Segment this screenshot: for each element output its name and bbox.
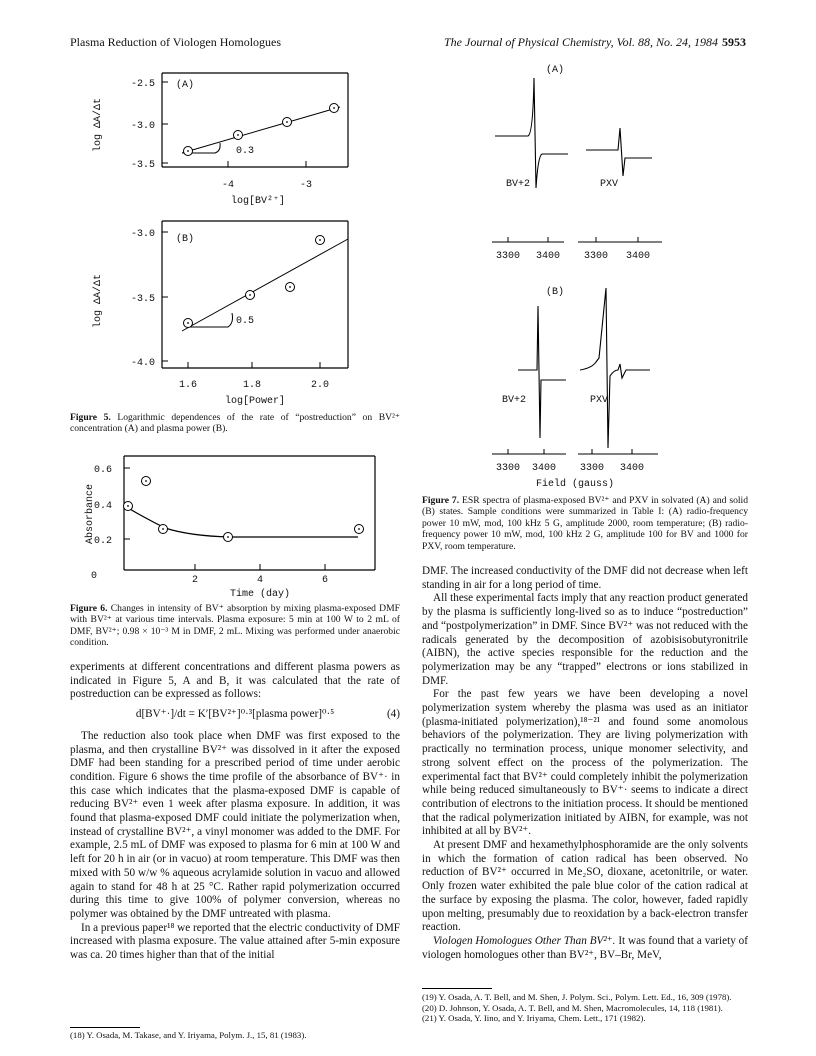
- fig6-ytick: 0.4: [93, 501, 112, 512]
- fig7-bv-label-b: BV+2: [502, 395, 527, 406]
- fig7-field-tick: 3300: [579, 463, 605, 474]
- fig7-xlabel: Field (gauss): [535, 479, 615, 490]
- fig6-xtick: 2: [191, 575, 199, 586]
- caption-text: Logarithmic dependences of the rate of “postreduction” on BV²⁺ concentration (A) and plasma power (B).: [70, 412, 400, 435]
- figure-7: [480, 58, 700, 494]
- panel-a-ytick: -3.0: [130, 121, 155, 132]
- running-header-title: Plasma Reduction of Viologen Homologues: [70, 35, 282, 49]
- fig7-field-tick: 3300: [495, 463, 521, 474]
- fig6-points: [124, 477, 364, 542]
- figure-5-panel-a: [131, 73, 348, 207]
- panel-a-label: (A): [176, 80, 195, 91]
- paragraph: At present DMF and hexamethylphosphoramide are the only solvents in which the formation of cation radical has been observed. No reduction of BV²⁺ occurred in Me₂SO, dioxane, acetonitrile, or water. Only frozen water exhibited the pale blue color of the cation radical at the surface by exposing the plasma. The color, however, faded rapidly upon melting, presumably due to reoxidation by a back-electron transfer reaction.: [422, 839, 748, 934]
- equation-number: (4): [386, 708, 400, 721]
- paragraph: DMF. The increased conductivity of the DMF did not decrease when left standing in air for a long period of time.: [422, 565, 748, 591]
- fig7-bv-label-a: BV+2: [506, 179, 531, 190]
- panel-b-label: (B): [176, 234, 195, 245]
- fig7-pxv-label-a: PXV: [600, 179, 619, 190]
- figure-5-panel-b: [131, 221, 348, 407]
- footnotes-right: [422, 992, 748, 1024]
- panel-a-ytick: -3.5: [130, 160, 155, 171]
- panel-b-ylabel: [92, 274, 104, 328]
- figure-5-caption: [70, 412, 400, 435]
- panel-b-xtick: 1.8: [242, 380, 262, 391]
- panel-b-points: [184, 236, 325, 328]
- caption-label: Figure 6.: [70, 603, 108, 614]
- fig7-panel-b-label: (B): [545, 287, 565, 298]
- fig7-field-tick: 3300: [495, 251, 521, 262]
- panel-b-xtick: 2.0: [310, 380, 330, 391]
- equation-4: [70, 708, 400, 722]
- fig7-panel-a-label: (A): [545, 65, 565, 76]
- paragraph: experiments at different concentrations and different plasma powers as indicated in Figure 5, A and B, it was calculated that the rate of postreduction can be expressed as follows:: [70, 661, 400, 701]
- paragraph-text: It was found that a variety of viologen homologues other than BV²⁺, BV–Br, MeV,: [422, 934, 748, 961]
- fig6-ylabel: [84, 484, 96, 544]
- paragraph: For the past few years we have been developing a novel polymerization system whereby the plasma was used as an initiator (plasma-initiated polymerization),¹⁸⁻²¹ and found some anomolous behaviors of the polymerization. They are living polymerization with practically no termination process, unique monomer selectivity, and strong solvent effect on the process of the polymerization. The experimental fact that BV²⁺ could completely inhibit the polymerization while being reduced simultaneously to BV⁺· seems to indicate a direct contribution of electrons to the initiation process. It should be mentioned that the radical polymerization initiated by AIBN, for example, was not inhibited at all by BV²⁺.: [422, 688, 748, 838]
- footnote: (18) Y. Osada, M. Takase, and Y. Iriyama, Polym. J., 15, 81 (1983).: [70, 1030, 307, 1040]
- panel-a-xlabel: log[BV²⁺]: [230, 196, 286, 207]
- panel-b-ytick: -4.0: [130, 358, 155, 369]
- panel-b-ytick: -3.5: [130, 294, 155, 305]
- panel-b-slope: 0.5: [236, 316, 255, 327]
- esr-spectrum-pxv-b: [580, 288, 650, 448]
- figure-5: [70, 65, 410, 415]
- fig6-ytick: 0.2: [93, 536, 112, 547]
- fig7-field-tick: 3400: [625, 251, 651, 262]
- paragraph: In a previous paper¹⁸ we reported that the electric conductivity of DMF increased with plasma exposure. The value attained after 5-min exposure was ca. 20 times higher than that of the initial: [70, 921, 400, 962]
- figure-6-caption: [70, 603, 400, 649]
- caption-text: Changes in intensity of BV⁺ absorption by mixing plasma-exposed DMF with BV²⁺ at various time intervals. Plasma exposure: 5 min at 100 W to 2 mL of DMF, BV²⁺; 0.98 × 10⁻³ M in DMF, 2 mL. Mixing was performed under anaerobic condition.: [70, 603, 400, 649]
- fig7-pxv-label-b: PXV: [590, 395, 609, 406]
- page-number: 5953: [722, 35, 746, 49]
- left-column-text: [70, 661, 400, 963]
- equation-text: d[BV⁺·]/dt = K′[BV²⁺]⁰·³[plasma power]⁰·⁵: [135, 708, 335, 721]
- paragraph: All these experimental facts imply that any reaction product generated by the plasma is sufficiently long-lived so as to induce “postreduction” and “postpolymerization” in DMF. Since BV²⁺ was not reduced with the radicals generated by the decomposition of azobisisobutyronitrile (AIBN), the active species responsible for the reduction and the polymerization may be any “trapped” electrons or ions stabilized in DMF.: [422, 592, 748, 687]
- panel-b-xtick: 1.6: [178, 380, 198, 391]
- journal-name: The Journal of Physical Chemistry, Vol. 88, No. 24, 1984: [444, 35, 718, 49]
- svg-text:Absorbance: Absorbance: [85, 483, 96, 545]
- running-header-journal: [444, 35, 746, 50]
- footnotes-left: [70, 1030, 400, 1041]
- fig7-field-tick: 3400: [535, 251, 561, 262]
- panel-a-slope: 0.3: [236, 146, 255, 157]
- footnote-rule: [70, 1027, 140, 1028]
- svg-text:log ΔA/Δt: log ΔA/Δt: [93, 273, 104, 329]
- paragraph: The reduction also took place when DMF was first exposed to the plasma, and then crystalline BV²⁺ was dissolved in it after the exposed DMF had been standing for a prescribed period of time under aerobic condition. Figure 6 shows the time profile of the absorbance of BV⁺· in this case which indicates that the plasma-exposed DMF is capable of reducing BV²⁺ even 1 week after plasma exposure. In addition, it was found that plasma-exposed DMF could initiate the polymerization when, instead of crystalline BV²⁺, a vinyl monomer was added to the DMF. For example, 2.5 mL of DMF was exposed to plasma for 6 min at 100 W and left for 20 h in air (or in vacuo) at room temperature. This DMF was then mixed with 50 w/w % aqueous acrylamide solution in vacuo and allowed again to stand for 48 h at 25 °C. Rather rapid polymerization occurred during this time to give 100% of polymer conversion, whereas no polymer was obtained by the DMF untreated with plasma.: [70, 729, 400, 920]
- fig6-ytick: 0.6: [93, 465, 112, 476]
- esr-spectrum-bv-a: [495, 78, 568, 188]
- caption-label: Figure 5.: [70, 412, 111, 423]
- panel-b-ytick: -3.0: [130, 229, 155, 240]
- esr-spectrum-pxv-a: [586, 128, 652, 176]
- caption-text: ESR spectra of plasma-exposed BV²⁺ and PXV in solvated (A) and solid (B) states. Sample conditions were summarized in Table I: (A) radio-frequency power 10 mW, mod, 100 kHz 5 G, amplitude 2000, room temperature; (B) radio-frequency power 10 mW, mod, 100 kHz 2 G, amplitude 100 for BV and 1000 for PXV, room temperature.: [422, 495, 748, 552]
- panel-a-ytick: -2.5: [130, 79, 155, 90]
- figure-6: [70, 448, 410, 608]
- fig6-ytick: 0: [90, 571, 98, 582]
- footnote: (21) Y. Osada, Y. Iino, and Y. Iriyama, Chem. Lett., 171 (1982).: [422, 1013, 646, 1024]
- fig7-field-tick: 3400: [619, 463, 645, 474]
- panel-a-xtick: -4: [221, 180, 235, 191]
- svg-text:log ΔA/Δt: log ΔA/Δt: [93, 97, 104, 153]
- fig7-field-tick: 3400: [531, 463, 557, 474]
- caption-label: Figure 7.: [422, 495, 460, 506]
- footnote: (19) Y. Osada, A. T. Bell, and M. Shen, J. Polym. Sci., Polym. Lett. Ed., 16, 309 (1978).: [422, 992, 732, 1002]
- right-column-text: [422, 565, 748, 962]
- footnote: (20) D. Johnson, Y. Osada, A. T. Bell, and M. Shen, Macromolecules, 14, 118 (1981).: [422, 1002, 723, 1013]
- paragraph: [422, 935, 748, 962]
- panel-b-xlabel: log[Power]: [224, 396, 286, 407]
- panel-a-ylabel: [92, 98, 104, 152]
- footnote-rule: [422, 988, 492, 989]
- section-heading: Viologen Homologues Other Than BV²⁺.: [433, 934, 616, 947]
- fig6-xlabel: Time (day): [229, 589, 291, 600]
- fig6-xtick: 4: [256, 575, 264, 586]
- esr-spectrum-bv-b: [518, 306, 566, 438]
- figure-7-caption: [422, 495, 748, 552]
- panel-a-xtick: -3: [299, 180, 313, 191]
- fig7-field-tick: 3300: [583, 251, 609, 262]
- fig6-xtick: 6: [321, 575, 329, 586]
